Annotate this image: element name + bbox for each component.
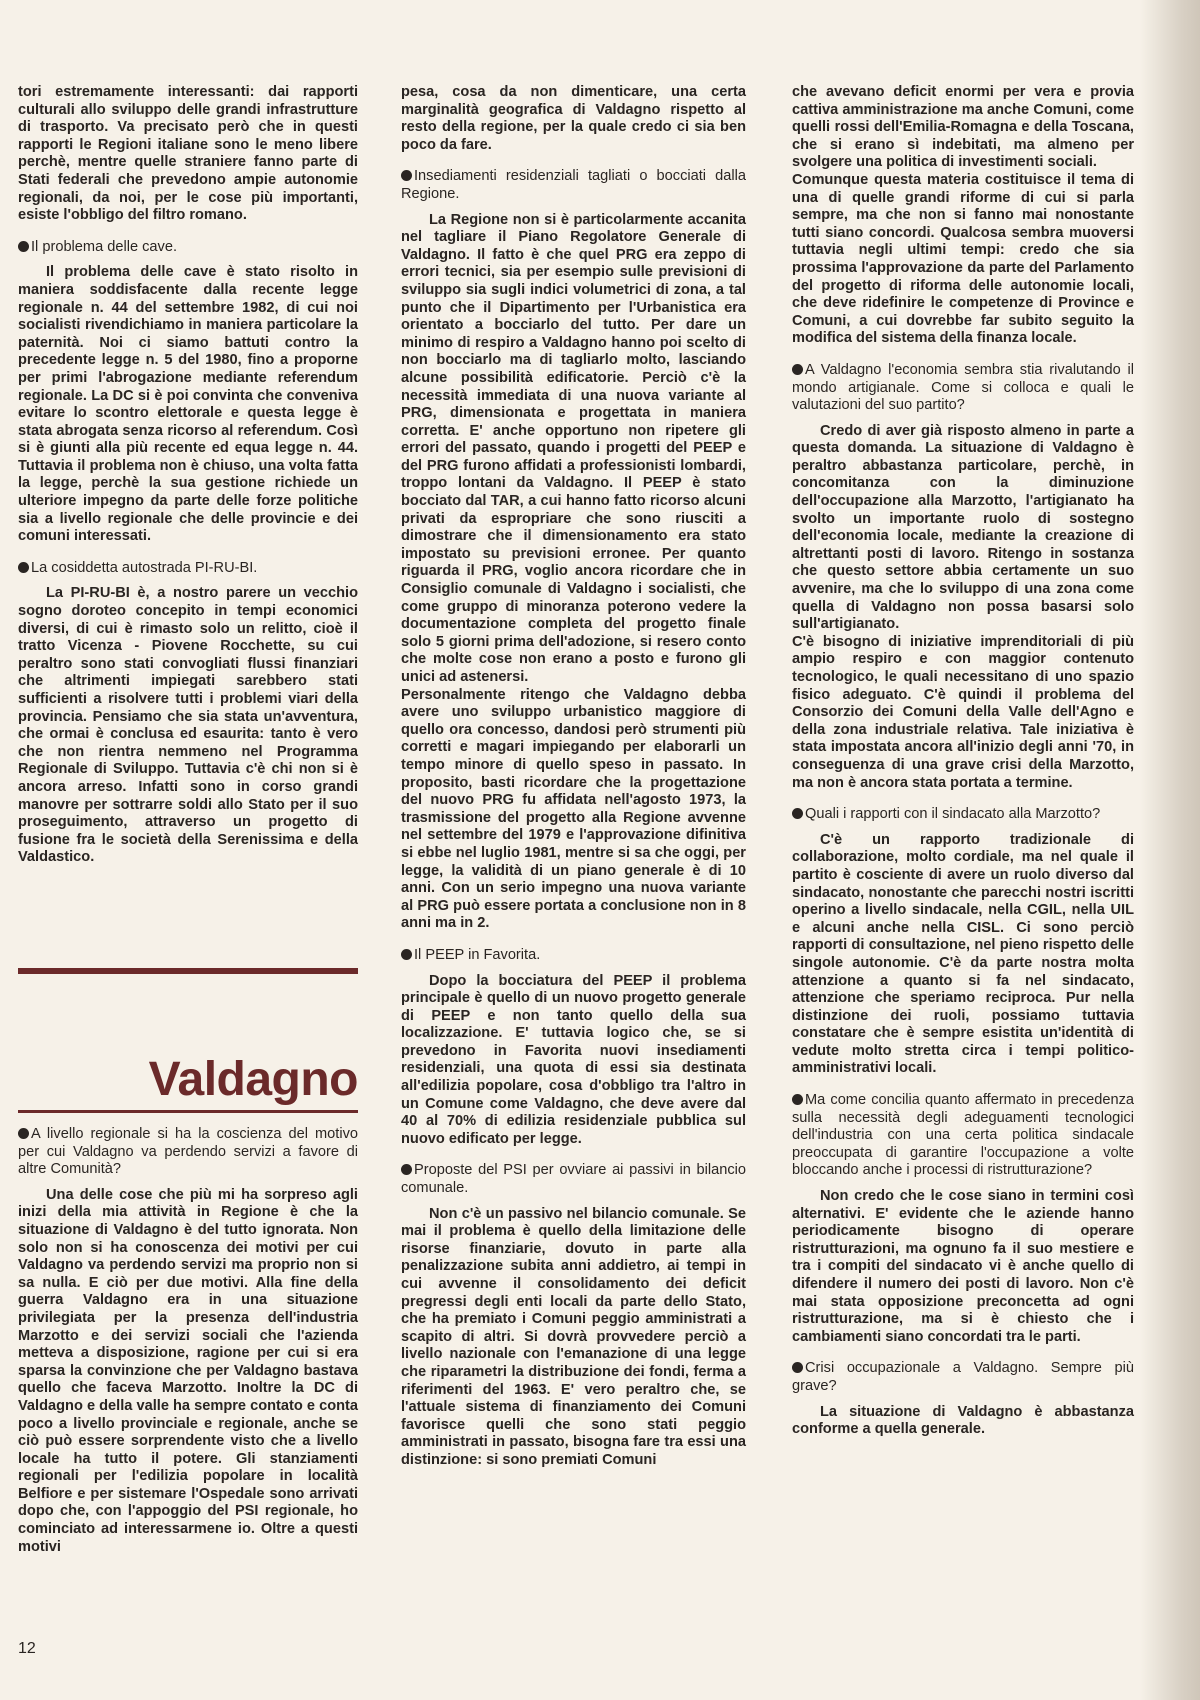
bullet-icon bbox=[18, 1128, 29, 1139]
answer-paragraph: Credo di aver già risposto almeno in parte a questa domanda. La situazione di Valdagno è peraltro abbastanza particolare, perchè, in concomitanza con la diminuzione dell'occupazione alla Marzotto, l'artigianato ha svolto un importante ruolo di sostegno dell'economia locale, mediante la creazione di altrettanti posti di lavoro. Ritengo in sostanza che questo settore abbia certamente un suo avvenire, ma che lo sviluppo di una zona come quella di Valdagno non possa basarsi solo sull'artigianato. bbox=[792, 422, 1134, 633]
question-text: A livello regionale si ha la coscienza del motivo per cui Valdagno va perdendo servizi a favore di altre Comunità? bbox=[18, 1126, 358, 1178]
question bbox=[18, 1126, 358, 1179]
bullet-icon bbox=[792, 364, 803, 375]
question bbox=[792, 1360, 1134, 1395]
question-text: A Valdagno l'economia sembra stia rivalutando il mondo artigianale. Come si colloca e quali le valutazioni del suo partito? bbox=[792, 361, 1134, 414]
question bbox=[401, 947, 746, 965]
question bbox=[401, 168, 746, 203]
question bbox=[792, 806, 1134, 824]
column-2 bbox=[401, 84, 746, 1470]
bullet-icon bbox=[792, 1362, 803, 1373]
question bbox=[792, 362, 1134, 415]
answer-paragraph: La situazione di Valdagno è abbastanza conforme a quella generale. bbox=[792, 1403, 1134, 1438]
bullet-icon bbox=[401, 1164, 412, 1175]
answer-paragraph: Dopo la bocciatura del PEEP il problema principale è quello di un nuovo progetto generale di PEEP e non tanto quello della sua localizzazione. E' tuttavia logico che, se si prevedono in Favorita nuovi insediamenti residenziali, una quota di essi sia destinata all'edilizia popolare, cosa d'obbligo tra l'altro in un Comune come Valdagno, che deve avere dal 40 al 70% di edilizia residenziale pubblica sul nuovo edificato per legge. bbox=[401, 972, 746, 1147]
heading-underline bbox=[18, 1110, 358, 1113]
bullet-icon bbox=[18, 562, 29, 573]
column-1-section bbox=[18, 1120, 358, 1556]
answer-paragraph: C'è un rapporto tradizionale di collaborazione, molto cordiale, ma nel quale il partito è cosciente di avere un ruolo diverso dal sindacato, nonostante che parecchi nostri iscritti operino a livello sindacale, nella CGIL, nella UIL e alcuni anche nella CISL. Ci sono perciò rapporti di consultazione, nel pieno rispetto delle singole autonomie. C'è da parte nostra molta attenzione a quanto si fa nel sindacato, attenzione che speriamo reciproca. Pur nella distinzione dei ruoli, possiamo tuttavia constatare che è sempre esistita un'identità di vedute molto stretta circa i tempi politico-amministrativi locali. bbox=[792, 831, 1134, 1077]
answer-paragraph: Personalmente ritengo che Valdagno debba avere uno sviluppo urbanistico maggiore di quello ora concesso, dandosi però strumenti più corretti e magari impiegando per elaborarli un tempo minore di quello speso in passato. In proposito, basti ricordare che la progettazione del nuovo PRG fu affidata nell'agosto 1973, la trasmissione del progetto alla Regione avvenne nel settembre del 1979 e l'approvazione difinitiva si ebbe nel luglio 1981, mentre si sa che oggi, per legge, la validità di un piano generale è di 10 anni. Con un serio impegno una nuova variante al PRG può essere portata a conclusione non in 8 anni ma in 2. bbox=[401, 686, 746, 932]
answer-paragraph: Comunque questa materia costituisce il tema di una di quelle grandi riforme di cui si parla sempre, ma che non si fanno mai nonostante tutti siano concordi. Qualcosa sembra muoversi tuttavia negli ultimi tempi: credo che sia prossima l'approvazione da parte del Parlamento del progetto di riforma delle autonomie locali, che deve ridefinire le competenze di Province e Comuni, a cui dovrebbe far subito seguito la modifica del sistema della finanza locale. bbox=[792, 171, 1134, 347]
bullet-icon bbox=[18, 241, 29, 252]
question bbox=[401, 1162, 746, 1197]
question-text: Il PEEP in Favorita. bbox=[414, 946, 541, 963]
column-3 bbox=[792, 84, 1134, 1439]
question-text: Ma come concilia quanto affermato in precedenza sulla necessità degli adeguamenti tecnologici dell'industria con una certa politica sindacale preoccupata di garantire l'occupazione a volte bloccando anche i processi di ristrutturazione? bbox=[792, 1092, 1134, 1179]
question bbox=[792, 1092, 1134, 1180]
question-text: Crisi occupazionale a Valdagno. Sempre più grave? bbox=[792, 1360, 1134, 1394]
section-heading: Valdagno bbox=[148, 1053, 358, 1106]
bullet-icon bbox=[401, 170, 412, 181]
page-number: 12 bbox=[18, 1640, 36, 1657]
answer-paragraph: C'è bisogno di iniziative imprenditoriali di più ampio respiro e con maggior contenuto tecnologico, le quali necessitano di uno spazio fisico adeguato. C'è quindi il problema del Consorzio dei Comuni della Valle dell'Agno e della zona industriale relativa. Tale iniziativa è stata impostata ancora all'inizio degli anni '70, in conseguenza di una grave crisi della Marzotto, ma non è ancora stata portata a termine. bbox=[792, 633, 1134, 791]
bullet-icon bbox=[792, 808, 803, 819]
answer-paragraph: Non credo che le cose siano in termini così alternativi. E' evidente che le aziende hanno periodicamente bisogno di operare ristrutturazioni, ma ognuno fa il suo mestiere e tra i compiti del sindacato vi è anche quello di difendere il numero dei posti di lavoro. Non c'è mai stata opposizione preconcetta ad ogni ristrutturazione, ma si è chiesto che i cambiamenti siano concordati tra le parti. bbox=[792, 1188, 1134, 1345]
answer-paragraph: La PI-RU-BI è, a nostro parere un vecchio sogno doroteo concepito in tempi economici diversi, di cui è rimasto solo un relitto, cioè il tratto Vicenza - Piovene Rocchette, su cui peraltro sono stati convogliati flussi finanziari che altrimenti impiegati sarebbero stati sufficienti a risolvere tutti i problemi viari della provincia. Pensiamo che sia stata un'avventura, che ormai è conclusa ed esaurita: tanto è vero che non rientra nemmeno nel Programma Regionale di Sviluppo. Tuttavia c'è chi non si è ancora arreso. Infatti sono in corso grandi manovre per sottrarre soldi allo Stato per il suo proseguimento, attraverso un progetto di fusione fra le società della Serenissima e della Valdastico. bbox=[18, 585, 358, 866]
question bbox=[18, 560, 358, 578]
bullet-icon bbox=[401, 949, 412, 960]
question-text: Quali i rapporti con il sindacato alla Marzotto? bbox=[805, 806, 1101, 823]
answer-paragraph: Non c'è un passivo nel bilancio comunale. Se mai il problema è quello della limitazione delle risorse finanziarie, dovuto in parte alla penalizzazione subita anni addietro, ai tempi in cui avvenne il consolidamento dei deficit pregressi degli enti locali da parte dello Stato, che ha premiato i Comuni peggio amministrati a scapito di altri. Si dovrà provvedere perciò a livello nazionale con l'emanazione di una legge che riparametri la distribuzione dei fondi, ferma a riferimenti del 1963. E' vero peraltro che, se l'attuale sistema di finanziamento dei Comuni favorisce quelli che sono stati peggio amministrati in passato, bisogna fare tra essi una distinzione: si sono premiati Comuni bbox=[401, 1205, 746, 1468]
bullet-icon bbox=[792, 1094, 803, 1105]
section-divider bbox=[18, 968, 358, 974]
question-text: La cosiddetta autostrada PI-RU-BI. bbox=[31, 559, 258, 576]
answer-paragraph: Una delle cose che più mi ha sorpreso agli inizi della mia attività in Regione è che la situazione di Valdagno è del tutto ignorata. Non solo non si ha conoscenza dei motivi per cui Valdagno va perdendo servizi ma proprio non si sa nulla. E ciò per due motivi. Alla fine della guerra Valdagno era in una situazione privilegiata per la presenza dell'industria Marzotto e dei servizi sociali che l'azienda metteva a disposizione, ragione per cui si era sparsa la convinzione che per Valdagno bastava quello che faceva Marzotto. Inoltre la DC di Valdagno e della valle ha sempre contato e conta poco a livello provinciale e regionale, anche se ciò può essere sorprendente visto che a livello locale ha tutto il potere. Gli stanziamenti regionali per l'edilizia popolare in località Belfiore e per sistemare l'Ospedale sono arrivati dopo che, con l'appoggio del PSI regionale, ho cominciato ad interessarmene io. Oltre a questi motivi bbox=[18, 1186, 358, 1555]
question-text: Proposte del PSI per ovviare ai passivi in bilancio comunale. bbox=[401, 1162, 746, 1197]
question-text: Insediamenti residenziali tagliati o bocciati dalla Regione. bbox=[401, 168, 746, 202]
answer-paragraph: pesa, cosa da non dimenticare, una certa marginalità geografica di Valdagno rispetto al resto della regione, per la quale credo ci sia ben poco da fare. bbox=[401, 84, 746, 153]
question bbox=[18, 239, 358, 257]
answer-paragraph: che avevano deficit enormi per vera e provia cattiva amministrazione ma anche Comuni, come quelli rossi dell'Emilia-Romagna e della Toscana, che si erano sì indebitati, ma almeno per svolgere una politica di investimenti sociali. bbox=[792, 84, 1134, 171]
answer-paragraph: Il problema delle cave è stato risolto in maniera soddisfacente dalla recente legge regionale n. 44 del settembre 1982, di cui noi socialisti rivendichiamo in maniera particolare la paternità. Noi ci siamo battuti contro la precedente legge n. 5 del 1980, fino a proporne per primi l'abrogazione mediante referendum regionale. La DC si è poi convinta che conveniva evitare lo scontro elettorale e questa legge è stata abrogata senza ricorso al referendum. Così si è giunti alla più recente ed equa legge n. 44. Tuttavia il problema non è chiuso, una volta fatta la legge, perchè la sua gestione richiede un ulteriore impegno da parte delle forze politiche sia a livello regionale che delle provincie e dei comuni interessati. bbox=[18, 264, 358, 545]
page-shadow bbox=[1140, 0, 1200, 1700]
answer-paragraph: La Regione non si è particolarmente accanita nel tagliare il Piano Regolatore Generale di Valdagno. Il fatto è che quel PRG era zeppo di errori tecnici, sia per esempio sulle previsioni di sviluppo sia sugli indici volumetrici di zona, a tal punto che il Dipartimento per l'Urbanistica era orientato a bocciarlo del tutto. Per dare un minimo di respiro a Valdagno hanno poi scelto di non bocciarlo ma di tagliarlo molto, lasciando alcune possibilità edificatorie. Perciò c'è la necessità immediata di una nuova variante al PRG, dimensionata e progettata in maniera corretta. E' anche opportuno non ripetere gli errori del passato, quando i progetti del PEEP e del PRG furono affidati a professionisti lombardi, troppo lontani da Valdagno. Il PEEP è stato bocciato dal TAR, a cui hanno fatto ricorso alcuni privati da espropriare che sono riusciti a dimostrare che il dimensionamento era stato impostato su previsioni erronee. Per quanto riguarda il PRG, voglio ancora ricordare che in Consiglio comunale di Valdagno i socialisti, che come gruppo di minoranza poterono vedere la documentazione completa del progetto finale solo 5 giorni prima dell'adozione, si resero conto che molte cose non erano a posto e furono gli unici ad astenersi. bbox=[401, 211, 746, 685]
answer-paragraph: tori estremamente interessanti: dai rapporti culturali allo sviluppo delle grandi infrastrutture di trasporto. Va precisato però che in questi rapporti le Regioni italiane sono le meno libere perchè, mentre quelle straniere fanno parte di Stati federali che prevedono ampie autonomie regionali, da noi, per le cose più importanti, esiste l'obbligo del filtro romano. bbox=[18, 84, 358, 224]
column-1 bbox=[18, 84, 358, 867]
question-text: Il problema delle cave. bbox=[31, 238, 178, 255]
